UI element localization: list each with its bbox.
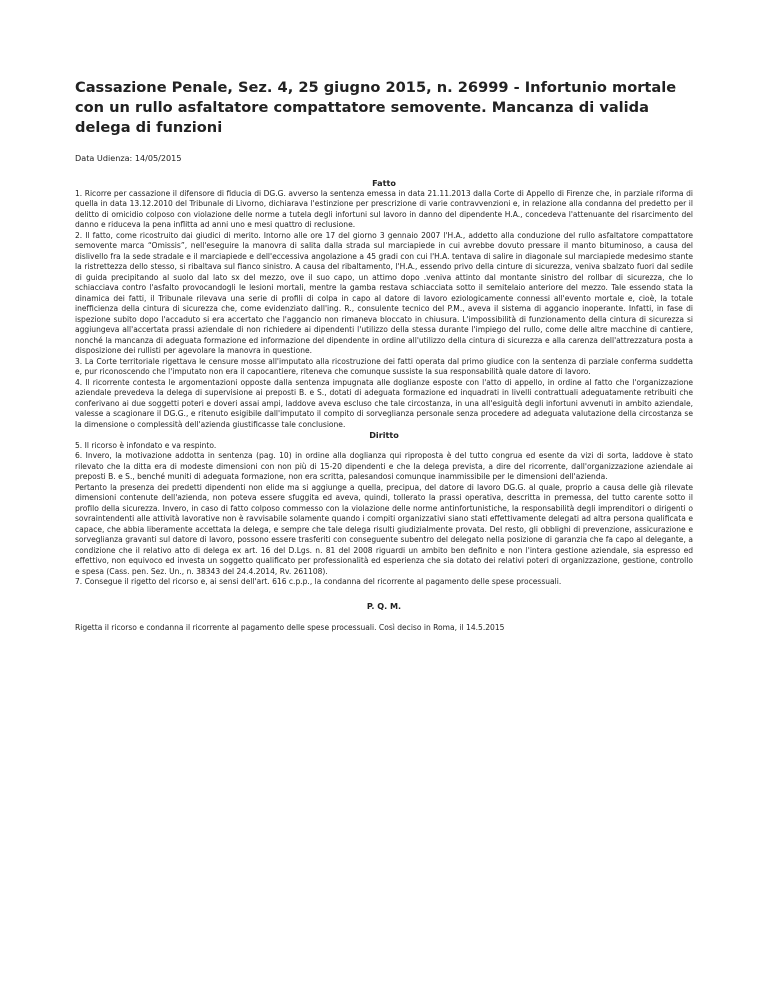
section-heading-diritto: Diritto xyxy=(369,430,399,440)
paragraph: 2. Il fatto, come ricostruito dai giudici di merito. Intorno alle ore 17 del giorno 3 gennaio 2007 l'H.A., addetto alla conduzione del rullo asfaltatore compattatore semovente marca “Omissis”, nell'eseguire la manovra di salita dalla strada sul marciapiede in cui avrebbe dovuto pressare il manto bituminoso, a causa del dislivello fra la sede stradale e il marciapiede e dell'eccessiva angolazione a 45 gradi con cui l'H.A. tentava di salire in diagonale sul marciapiede medesimo stante la ristrettezza dello stesso, si ribaltava sul fianco sinistro. A causa del ribaltamento, l'H.A., essendo privo della cinture di sicurezza, veniva sbalzato fuori dal sedile di guida precipitando al suolo dal lato sx del mezzo, ove il suo capo, un attimo dopo .veniva attinto dal montante sinistro del rollbar di sicurezza, che lo schiacciava contro l'asfalto provocandogli le lesioni mortali, mentre la gamba restava schiacciata sotto il semitelaio anteriore del mezzo. Tale essendo stata la dinamica dei fatti, il Tribunale rilevava una serie di profili di colpa in capo al datore di lavoro eziologicamente connessi all'evento mortale e, cioè, la totale inefficienza della cintura di sicurezza che, come evidenziato dall'ing. R., consulente tecnico del P.M., aveva il sistema di aggancio inoperante. Infatti, in fase di ispezione subito dopo l'accaduto si era accertato che l'aggancio non rimaneva bloccato in chiusura. L'impossibilità di funzionamento della cintura di sicurezza si aggiungeva all'accertata prassi aziendale di non richiedere ai dipendenti l'utilizzo della stessa durante l'impiego del rullo, come delle altre macchine di cantiere, nonché la mancanza di adeguata formazione ed informazione del dipendente in ordine all'utilizzo della cintura di sicurezza e alla carenza dell'attrezzatura posta a disposizione dei rullisti per agevolare la manovra in questione. xyxy=(75,230,693,355)
paragraph: 1. Ricorre per cassazione il difensore di fiducia di DG.G. avverso la sentenza emessa in data 21.11.2013 dalla Corte di Appello di Firenze che, in parziale riforma di quella in data 13.12.2010 del Tribunale di Livorno, dichiarava l'estinzione per prescrizione di varie contravvenzioni e, in relazione alla condanna del predetto per il delitto di omicidio colposo con violazione delle norme a tutela degli infortuni sul lavoro in danno del dipendente H.A., concedeva l'attenuante del risarcimento del danno e riduceva la pena inflitta ad anni uno e mesi quattro di reclusione. xyxy=(75,188,693,229)
document-title: Cassazione Penale, Sez. 4, 25 giugno 2015, n. 26999 - Infortunio mortale con un rullo asfaltatore compattatore semovente. Mancanza di valida delega di funzioni xyxy=(75,79,677,136)
paragraph: 5. Il ricorso è infondato e va respinto. xyxy=(75,440,217,450)
paragraph: 6. Invero, la motivazione addotta in sentenza (pag. 10) in ordine alla doglianza qui riproposta è del tutto congrua ed esente da vizi di sorta, laddove è stato rilevato che la ditta era di modeste dimensioni con non più di 15-20 dipendenti e che la delega prevista, a dire del ricorrente, dall'organizzazione aziendale ai preposti B. e S., benché muniti di adeguata formazione, non era scritta, palesandosi comunque inammissibile per le dimensioni dell'azienda. xyxy=(75,451,693,481)
section-heading-pqm: P. Q. M. xyxy=(366,600,402,611)
conclusion-text: Rigetta il ricorso e condanna il ricorrente al pagamento delle spese processuali. Così deciso in Roma, il 14.5.2015 xyxy=(75,623,505,632)
paragraph: 4. Il ricorrente contesta le argomentazioni opposte dalla sentenza impugnata alle doglianze esposte con l'atto di appello, in ordine al fatto che l'organizzazione aziendale prevedeva la delega di supervisione ai preposti B. e S., dotati di adeguata formazione ed inquadrati in livelli contrattuali adeguatamente retribuiti che conferivano ai due soggetti poteri e doveri assai ampi, laddove aveva escluso che tale circostanza, in una all'esiguità degli infortuni avvenuti in ambito aziendale, valesse a scagionare il DG.G., e ritenuto esigibile dall'imputato il compito di sorveglianza personale senza procedere ad adeguata valutazione della circostanza se la dimensione o complessità dell'azienda giustificasse tale conclusione. xyxy=(75,377,693,429)
hearing-date: Data Udienza: 14/05/2015 xyxy=(75,153,182,163)
paragraph: 3. La Corte territoriale rigettava le censure mosse all'imputato alla ricostruzione dei fatti operata dal primo giudice con la sentenza di parziale conferma suddetta e, pur riconoscendo che l'imputato non era il capocantiere, riteneva che comunque sussiste la sua responsabilità quale datore di lavoro. xyxy=(75,356,693,376)
paragraph: Pertanto la presenza dei predetti dipendenti non elide ma si aggiunge a quella, precipua, del datore di lavoro DG.G. al quale, proprio a causa delle già rilevate dimensioni contenute dell'azienda, non poteva essere sfuggita ed aveva, quindi, tollerato la prassi operativa, descritta in premessa, del tutto carente sotto il profilo della sicurezza. Invero, in caso di fatto colposo commesso con la violazione delle norme antinfortunistiche, la responsabilità degli imprenditori o dirigenti o sovraintendenti alle attività lavorative non è ravvisabile solamente quando i compiti organizzativi siano stati effettivamente delegati ad altra persona qualificata e capace, che abbia liberamente accettata la delega, e sempre che tale delega risulti giudizialmente provata. Del resto, gli obblighi di prevenzione, assicurazione e sorveglianza gravanti sul datore di lavoro, possono essere trasferiti con conseguente subentro del delegato nella posizione di garanzia che fa capo al delegante, a condizione che il relativo atto di delega ex art. 16 del D.Lgs. n. 81 del 2008 riguardi un ambito ben definito e non l'intera gestione aziendale, sia espresso ed effettivo, non equivoco ed investa un soggetto qualificato per professionalità ed esperienza che sia dotato dei relativi poteri di organizzazione, gestione, controllo e spesa (Cass. pen. Sez. Un., n. 38343 del 24.4.2014, Rv. 261108). xyxy=(75,482,693,576)
paragraph: 7. Consegue il rigetto del ricorso e, ai sensi dell'art. 616 c.p.p., la condanna del ricorrente al pagamento delle spese processuali. xyxy=(75,577,562,586)
section-heading-fatto: Fatto xyxy=(372,178,396,188)
document-body xyxy=(75,78,693,634)
